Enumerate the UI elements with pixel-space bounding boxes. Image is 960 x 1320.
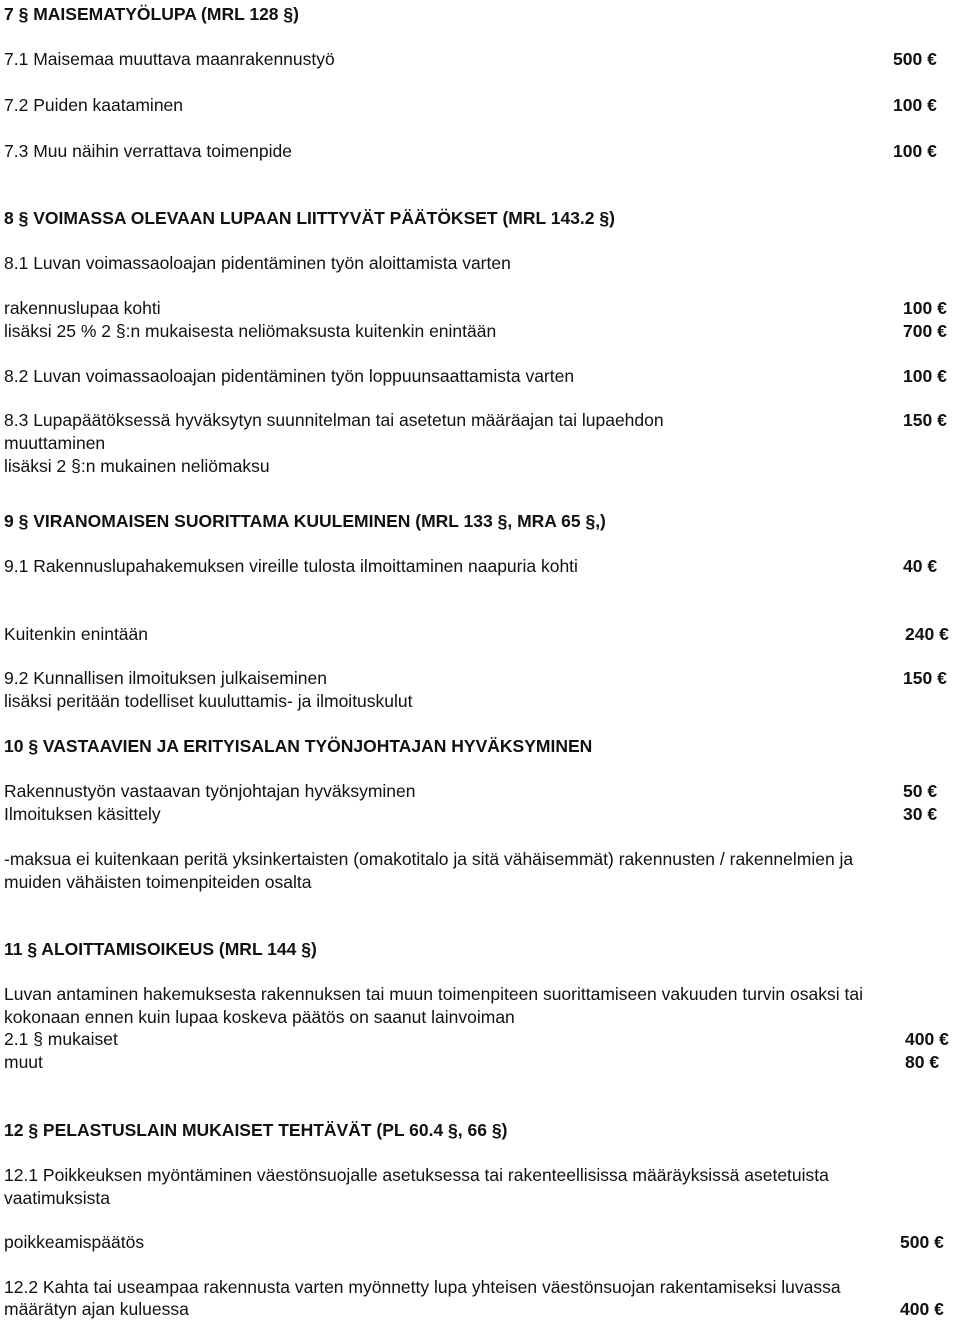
- item-8-2-amount: 100 €: [903, 366, 947, 386]
- item-8-3-amount: 150 €: [903, 410, 947, 430]
- item-12-1-line1: 12.1 Poikkeuksen myöntäminen väestönsuojalle asetuksessa tai rakenteellisissa määräyksissä asetetuista: [4, 1165, 829, 1185]
- euro-icon: €: [939, 1029, 949, 1049]
- euro-icon: €: [927, 556, 938, 576]
- item-11-b-label: muut: [4, 1052, 43, 1072]
- item-10-b-amount: 30 €: [903, 804, 938, 824]
- euro-icon: €: [929, 1052, 940, 1072]
- euro-icon: €: [937, 410, 947, 430]
- item-8-1-a-label: rakennuslupaa kohti: [4, 298, 161, 318]
- item-9-1-amount: 40 €: [903, 556, 938, 576]
- item-11-a-amount: 400 €: [905, 1029, 949, 1049]
- item-10-b-label: Ilmoituksen käsittely: [4, 804, 161, 824]
- euro-icon: €: [937, 298, 947, 318]
- euro-icon: €: [927, 781, 938, 801]
- item-8-3-line3: lisäksi 2 §:n mukainen neliömaksu: [4, 456, 270, 476]
- item-7-2-amount: 100 €: [893, 95, 937, 115]
- euro-icon: €: [939, 624, 949, 644]
- item-11-a-label: 2.1 § mukaiset: [4, 1029, 118, 1049]
- item-8-3-line2: muuttaminen: [4, 433, 106, 453]
- item-12-2-line2: määrätyn ajan kuluessa: [4, 1299, 189, 1319]
- euro-icon: €: [934, 1299, 944, 1319]
- item-11-b-amount: 80 €: [905, 1052, 940, 1072]
- item-12-1-line2: vaatimuksista: [4, 1188, 111, 1208]
- item-12-decision-amount: 500 €: [900, 1232, 944, 1252]
- item-10-a-amount: 50 €: [903, 781, 938, 801]
- section-10-note-line1: -maksua ei kuitenkaan peritä yksinkertaisten (omakotitalo ja sitä vähäisemmät) rakennusten / rakennelmien ja: [4, 849, 854, 869]
- item-8-3-label: 8.3 Lupapäätöksessä hyväksytyn suunnitelman tai asetetun määräajan tai lupaehdon: [4, 410, 664, 430]
- item-9-2-note: lisäksi peritään todelliset kuuluttamis- ja ilmoituskulut: [4, 691, 413, 711]
- euro-icon: €: [927, 49, 937, 69]
- item-9-2-amount: 150 €: [903, 668, 947, 688]
- item-7-1-label: 7.1 Maisemaa muuttava maanrakennustyö: [4, 49, 335, 69]
- section-9-heading: 9 § VIRANOMAISEN SUORITTAMA KUULEMINEN (MRL 133 §, MRA 65 §,): [4, 511, 606, 531]
- item-7-1-amount: 500 €: [893, 49, 937, 69]
- item-8-2-label: 8.2 Luvan voimassaoloajan pidentäminen työn loppuunsaattamista varten: [4, 366, 575, 386]
- section-11-text-line2: kokonaan ennen kuin lupaa koskeva päätös on saanut lainvoiman: [4, 1007, 515, 1027]
- item-10-a-label: Rakennustyön vastaavan työnjohtajan hyväksyminen: [4, 781, 416, 801]
- item-8-1-b-label: lisäksi 25 % 2 §:n mukaisesta neliömaksusta kuitenkin enintään: [4, 321, 497, 341]
- section-10-heading: 10 § VASTAAVIEN JA ERITYISALAN TYÖNJOHTAJAN HYVÄKSYMINEN: [4, 736, 593, 756]
- item-12-2-amount: 400 €: [900, 1299, 944, 1319]
- item-9-max-label: Kuitenkin enintään: [4, 624, 148, 644]
- item-9-2-label: 9.2 Kunnallisen ilmoituksen julkaiseminen: [4, 668, 327, 688]
- item-9-1-label: 9.1 Rakennuslupahakemuksen vireille tulosta ilmoittaminen naapuria kohti: [4, 556, 578, 576]
- euro-icon: €: [927, 804, 938, 824]
- euro-icon: €: [937, 366, 947, 386]
- section-10-note-line2: muiden vähäisten toimenpiteiden osalta: [4, 872, 312, 892]
- euro-icon: €: [927, 141, 937, 161]
- euro-icon: €: [934, 1232, 944, 1252]
- euro-icon: €: [927, 95, 937, 115]
- section-11-heading: 11 § ALOITTAMISOIKEUS (MRL 144 §): [4, 939, 317, 959]
- item-7-3-amount: 100 €: [893, 141, 937, 161]
- section-11-text-line1: Luvan antaminen hakemuksesta rakennuksen tai muun toimenpiteen suorittamiseen vakuuden turvin osaksi tai: [4, 984, 863, 1004]
- item-7-2-label: 7.2 Puiden kaataminen: [4, 95, 184, 115]
- item-9-max-amount: 240 €: [905, 624, 949, 644]
- section-7-heading: 7 § MAISEMATYÖLUPA (MRL 128 §): [4, 4, 299, 24]
- euro-icon: €: [937, 668, 947, 688]
- item-8-1-b-amount: 700 €: [903, 321, 947, 341]
- item-8-1-a-amount: 100 €: [903, 298, 947, 318]
- euro-icon: €: [937, 321, 947, 341]
- section-12-heading: 12 § PELASTUSLAIN MUKAISET TEHTÄVÄT (PL 60.4 §, 66 §): [4, 1120, 508, 1140]
- item-12-decision-label: poikkeamispäätös: [4, 1232, 145, 1252]
- item-7-3-label: 7.3 Muu näihin verrattava toimenpide: [4, 141, 292, 161]
- section-8-heading: 8 § VOIMASSA OLEVAAN LUPAAN LIITTYVÄT PÄÄTÖKSET (MRL 143.2 §): [4, 208, 615, 228]
- item-8-1-label: 8.1 Luvan voimassaoloajan pidentäminen työn aloittamista varten: [4, 253, 511, 273]
- item-12-2-line1: 12.2 Kahta tai useampaa rakennusta varten myönnetty lupa yhteisen väestönsuojan rakentamiseksi luvassa: [4, 1277, 841, 1297]
